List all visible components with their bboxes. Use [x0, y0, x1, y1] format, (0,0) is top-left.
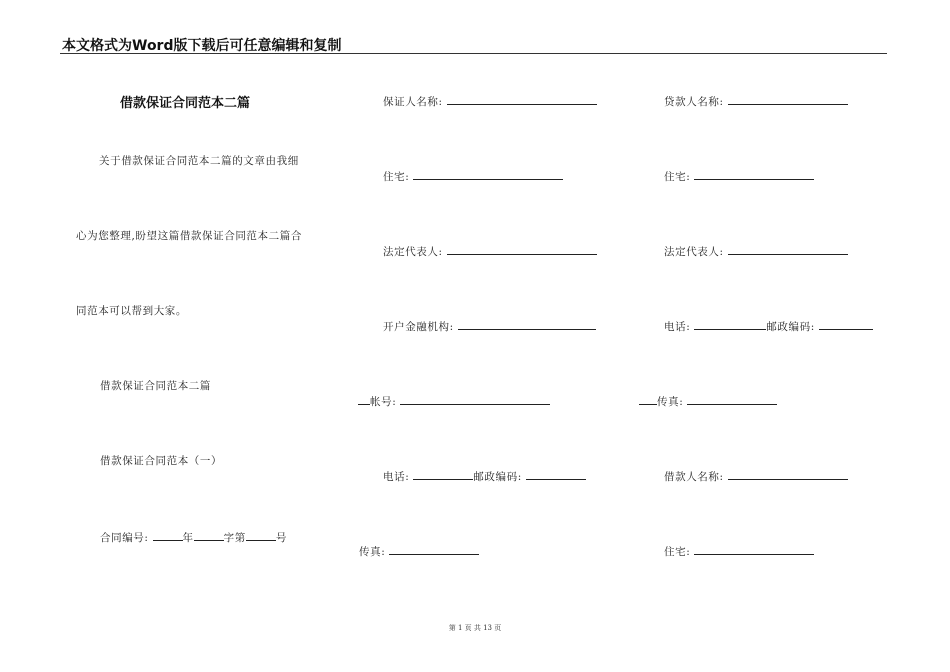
guarantor-fax-row — [359, 543, 479, 559]
lender-postcode-label: 邮政编码: — [766, 321, 815, 333]
contract-number-blank-year — [153, 529, 183, 541]
contract-number-year: 年 — [182, 532, 194, 544]
borrower-name-row — [664, 468, 848, 484]
contract-number-suffix: 号 — [275, 532, 287, 544]
lender-residence-label: 住宅: — [664, 171, 691, 183]
guarantor-fax-blank — [389, 543, 479, 555]
guarantor-postcode-label: 邮政编码: — [473, 471, 522, 483]
contract-number-char: 字第 — [223, 532, 246, 544]
document-header-title: 本文格式为Word版下载后可任意编辑和复制 — [62, 38, 342, 54]
borrower-residence-row — [664, 543, 814, 559]
lender-residence-blank — [694, 168, 814, 180]
borrower-residence-blank — [694, 543, 814, 555]
lender-fax-row — [639, 393, 777, 409]
contract-number-row — [100, 529, 287, 545]
lender-phone-row — [664, 318, 873, 334]
lender-phone-blank — [694, 318, 766, 330]
guarantor-postcode-blank — [526, 468, 586, 480]
lender-postcode-blank — [819, 318, 873, 330]
contract-number-label: 合同编号: — [100, 532, 149, 544]
lender-name-blank — [728, 93, 848, 105]
guarantor-account-label: 帐号: — [370, 396, 397, 408]
guarantor-legal-rep-label: 法定代表人: — [383, 246, 443, 258]
header-divider — [60, 53, 887, 54]
lender-legal-rep-blank — [728, 243, 848, 255]
guarantor-phone-blank — [413, 468, 473, 480]
contract-number-blank-char — [194, 529, 224, 541]
guarantor-residence-blank — [413, 168, 563, 180]
guarantor-legal-rep-blank — [447, 243, 597, 255]
lender-legal-rep-row — [664, 243, 848, 259]
guarantor-name-row — [383, 93, 597, 109]
guarantor-residence-label: 住宅: — [383, 171, 410, 183]
intro-line-1: 关于借款保证合同范本二篇的文章由我细 — [99, 155, 299, 167]
lender-fax-lead-blank — [639, 393, 657, 405]
guarantor-legal-rep-row — [383, 243, 597, 259]
lender-phone-label: 电话: — [664, 321, 691, 333]
guarantor-account-blank — [400, 393, 550, 405]
borrower-name-blank — [728, 468, 848, 480]
guarantor-account-lead-blank — [358, 393, 370, 405]
document-title: 借款保证合同范本二篇 — [120, 96, 251, 111]
lender-name-label: 贷款人名称: — [664, 96, 724, 108]
guarantor-bank-label: 开户金融机构: — [383, 321, 454, 333]
lender-name-row — [664, 93, 848, 109]
page-number-footer: 第 1 页 共 13 页 — [448, 624, 502, 632]
contract-heading: 借款保证合同范本（一） — [100, 455, 223, 467]
lender-fax-blank — [687, 393, 777, 405]
borrower-name-label: 借款人名称: — [664, 471, 724, 483]
guarantor-residence-row — [383, 168, 563, 184]
guarantor-bank-blank — [458, 318, 596, 330]
lender-residence-row — [664, 168, 814, 184]
contract-subtitle: 借款保证合同范本二篇 — [100, 380, 211, 392]
guarantor-name-label: 保证人名称: — [383, 96, 443, 108]
guarantor-fax-label: 传真: — [359, 546, 386, 558]
guarantor-phone-label: 电话: — [383, 471, 410, 483]
guarantor-bank-row — [383, 318, 596, 334]
lender-fax-label: 传真: — [657, 396, 684, 408]
intro-line-3: 同范本可以帮到大家。 — [76, 305, 187, 317]
guarantor-account-row — [358, 393, 550, 409]
intro-line-2: 心为您整理,盼望这篇借款保证合同范本二篇合 — [76, 230, 302, 242]
borrower-residence-label: 住宅: — [664, 546, 691, 558]
guarantor-phone-row — [383, 468, 586, 484]
guarantor-name-blank — [447, 93, 597, 105]
contract-number-blank-number — [246, 529, 276, 541]
lender-legal-rep-label: 法定代表人: — [664, 246, 724, 258]
